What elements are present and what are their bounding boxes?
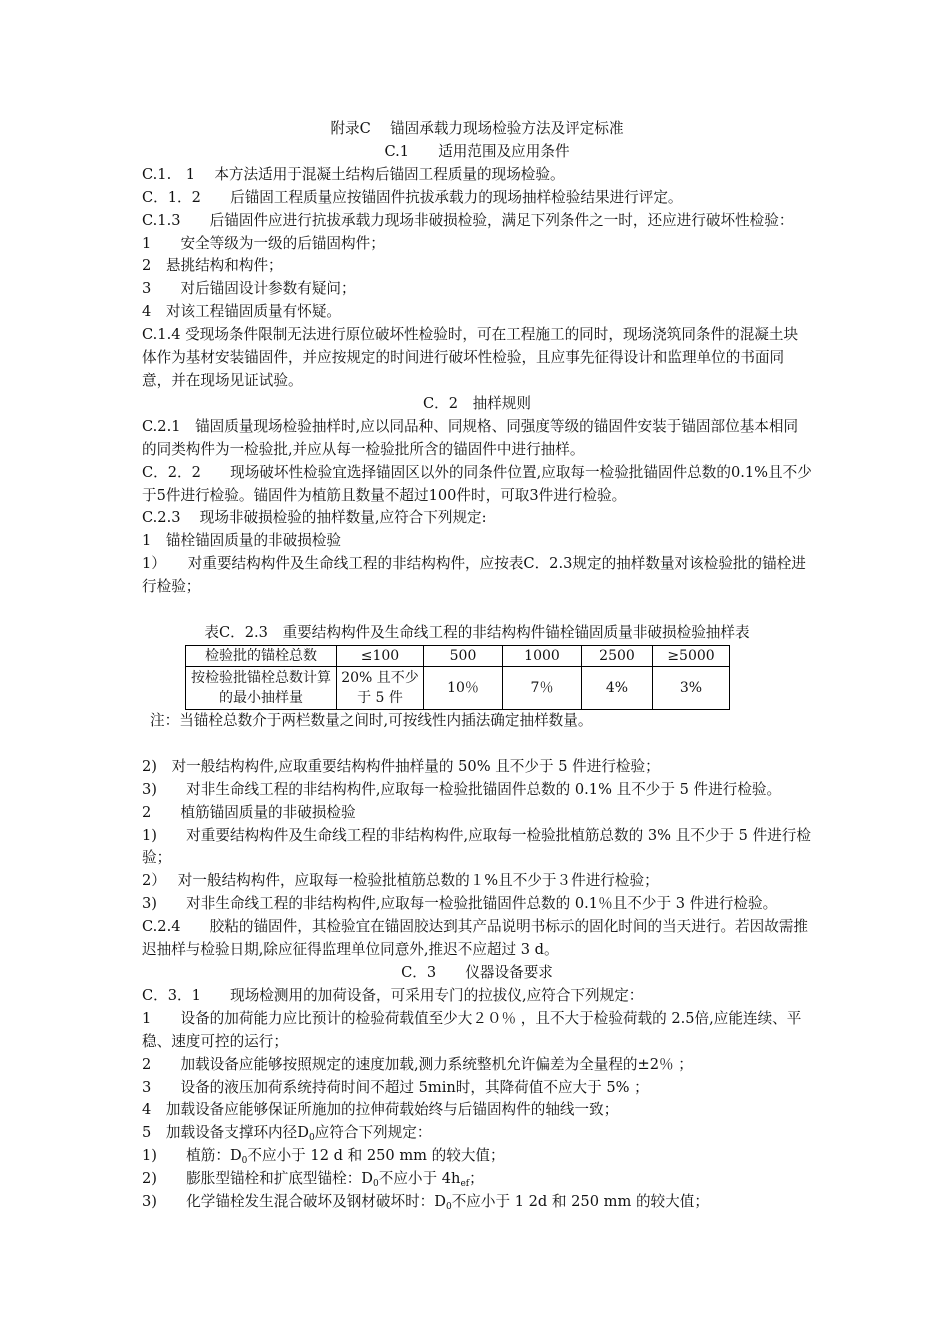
subclause-rebar: 2 植筋锚固质量的非破损检验	[142, 803, 356, 821]
list-item: 3 设备的液压加荷系统持荷时间不超过 5min时，其降荷值不应大于 5% ；	[142, 1078, 649, 1096]
table-cell: 1000	[503, 645, 582, 666]
subclause-item: 3) 对非生命线工程的非结构构件,应取每一检验批锚固件总数的 0.1% 且不少于 5 件进行检验。	[142, 780, 782, 798]
list-item: 4 加载设备应能够保证所施加的拉伸荷载始终与后锚固构件的轴线一致；	[142, 1101, 619, 1119]
list-item: 1 设备的加荷能力应比预计的检验荷载值至少大２０％ ，且不大于检验荷载的 2.5倍,应能连续、平稳、速度可控的运行；	[142, 1009, 802, 1050]
list-item: 2 加载设备应能够按照规定的速度加载,测力系统整机允许偏差为全量程的±2％ ；	[142, 1055, 693, 1073]
subclause-item: 2) 膨胀型锚栓和扩底型锚栓：$D_0$不应小于 $4h_{ef}$；	[142, 1170, 484, 1190]
table-cell: 按检验批锚栓总数计算的最小抽样量	[186, 666, 337, 709]
table-note: 注：当锚栓总数介于两栏数量之间时,可按线性内插法确定抽样数量。	[150, 711, 593, 729]
table-caption: 表C．2.3 重要结构构件及生命线工程的非结构构件锚栓锚固质量非破损检验抽样表	[204, 624, 750, 642]
clause-c114: C.1.4 受现场条件限制无法进行原位破坏性检验时，可在工程施工的同时，现场浇筑同条件的混凝土块体作为基材安装锚固件，并应按规定的时间进行破坏性检验，且应事先征得设计和监理单位的书面同意，并在现场见证试验。	[142, 326, 799, 389]
subclause-item: 3) 对非生命线工程的非结构构件,应取每一检验批锚固件总数的 0.1％且不少于 3 件进行检验。	[142, 895, 778, 913]
section-c2-heading: C．2 抽样规则	[422, 394, 531, 412]
sampling-table	[185, 645, 730, 710]
clause-c221: C.2.1 锚固质量现场检验抽样时,应以同品种、同规格、同强度等级的锚固件安装于锚固部位基本相同的同类构件为一检验批,并应从每一检验批所含的锚固件中进行抽样。	[142, 417, 799, 458]
section-c3-heading: C．3 仪器设备要求	[401, 964, 553, 981]
list-item: 1 安全等级为一级的后锚固构件；	[142, 234, 385, 252]
table-cell: 2500	[582, 645, 653, 666]
clause-c112: C．1．2 后锚固工程质量应按锚固件抗拔承载力的现场抽样检验结果进行评定。	[142, 188, 683, 206]
table-cell: 20% 且不少于 5 件	[337, 666, 424, 709]
section-c1-heading: C.1 适用范围及应用条件	[384, 142, 570, 160]
table-cell: ≤100	[337, 645, 424, 666]
subclause-item: 2) 对一般结构构件,应取重要结构构件抽样量的 50% 且不少于 5 件进行检验；	[142, 757, 660, 775]
clause-c222: C．2．2 现场破坏性检验宜选择锚固区以外的同条件位置,应取每一检验批锚固件总数的0.1%且不少于5件进行检验。锚固件为植筋且数量不超过100件时，可取3件进行检验。	[142, 463, 812, 504]
list-item: 4 对该工程锚固质量有怀疑。	[142, 303, 342, 321]
list-item: 5 加载设备支撑环内径$D_0$应符合下列规定：	[142, 1124, 432, 1144]
clause-c223: C.2.3 现场非破损检验的抽样数量,应符合下列规定:	[142, 509, 487, 527]
clause-c113: C.1.3 后锚固件应进行抗拔承载力现场非破损检验，满足下列条件之一时，还应进行破坏性检验：	[142, 211, 794, 229]
subclause-item: 3) 化学锚栓发生混合破坏及钢材破坏时：$D_0$不应小于 1 2d 和 250 mm 的较大值；	[142, 1193, 709, 1213]
clause-c331: C．3．1 现场检测用的加荷设备，可采用专门的拉拔仪,应符合下列规定：	[142, 986, 644, 1004]
subclause-item: 1) 植筋：$D_0$不应小于 12 d 和 250 mm 的较大值；	[142, 1147, 505, 1167]
table-cell: ≥5000	[653, 645, 730, 666]
list-item: 2 悬挑结构和构件；	[142, 257, 283, 275]
table-cell: 500	[424, 645, 503, 666]
table-cell: 10％	[424, 666, 503, 709]
table-row	[186, 666, 730, 709]
clause-c224: C.2.4 胶粘的锚固件，其检验宜在锚固胶达到其产品说明书标示的固化时间的当天进行。若因故需推迟抽样与检验日期,除应征得监理单位同意外,推迟不应超过 3 d。	[142, 918, 809, 959]
page-title: 附录C 锚固承载力现场检验方法及评定标准	[330, 120, 624, 137]
list-item: 3 对后锚固设计参数有疑问；	[142, 280, 356, 298]
subclause-anchor-bolt: 1 锚栓锚固质量的非破损检验	[142, 532, 342, 550]
subclause-item: 2） 对一般结构构件，应取每一检验批植筋总数的１%且不少于３件进行检验；	[142, 872, 659, 890]
clause-c111: C.1. 1 本方法适用于混凝土结构后锚固工程质量的现场检验。	[142, 165, 565, 183]
table-cell: 4%	[582, 666, 653, 709]
subclause-item: 1) 对重要结构构件及生命线工程的非结构构件,应取每一检验批植筋总数的 3% 且不少于 5 件进行检验；	[142, 826, 811, 867]
subclause-item: 1） 对重要结构构件及生命线工程的非结构构件，应按表C．2.3规定的抽样数量对该检验批的锚栓进行检验；	[142, 555, 806, 596]
table-cell: 3%	[653, 666, 730, 709]
table-cell: 7％	[503, 666, 582, 709]
table-row	[186, 645, 730, 666]
table-cell: 检验批的锚栓总数	[186, 645, 337, 666]
document-page	[142, 118, 812, 1214]
